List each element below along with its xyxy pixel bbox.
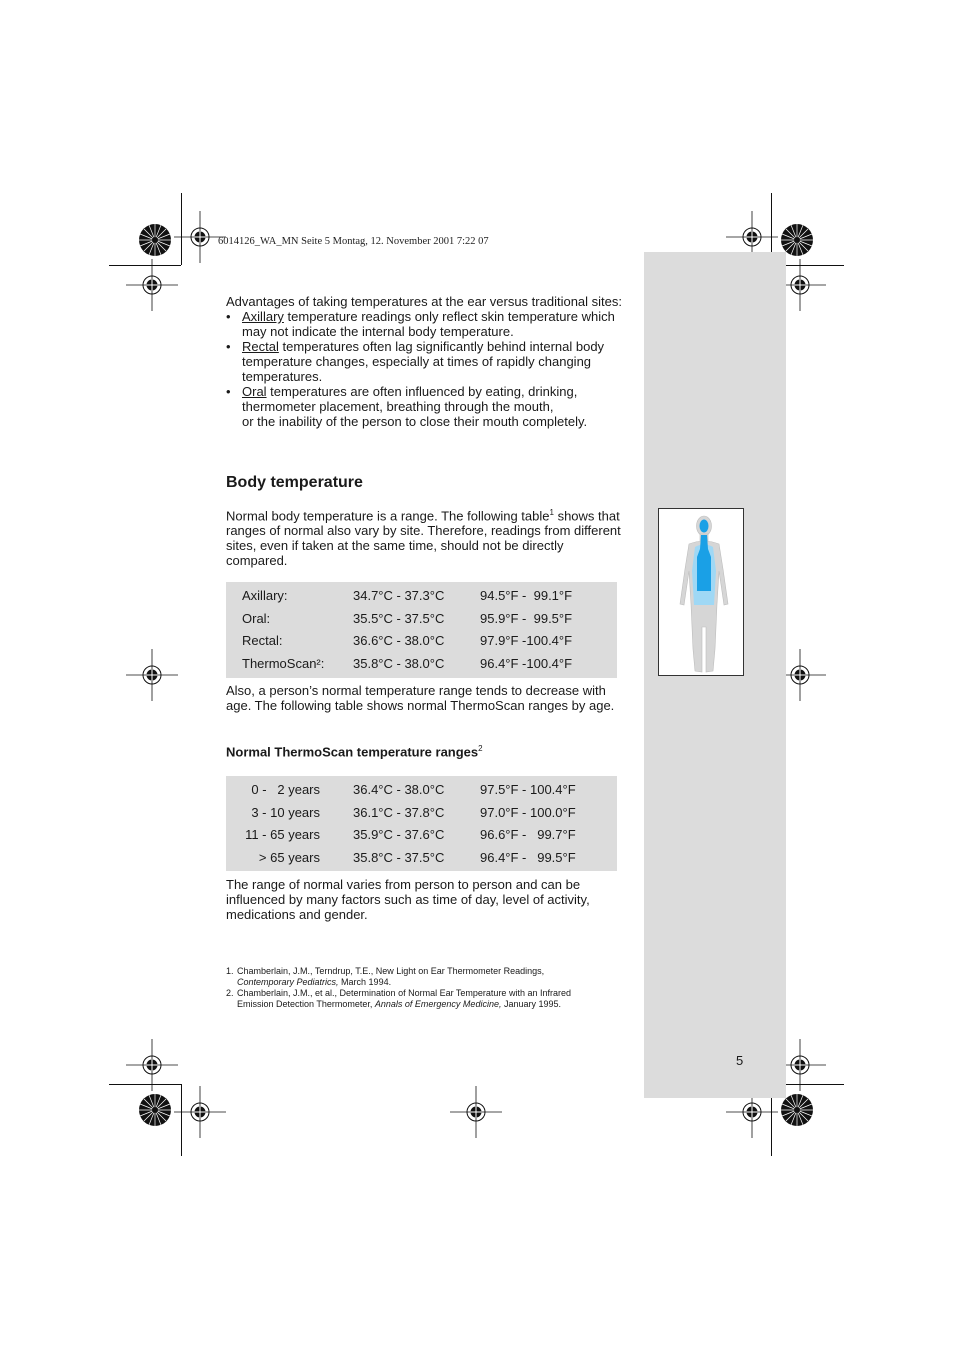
fahrenheit-cell: 94.5°F - 99.1°F [480, 588, 573, 603]
fahrenheit-cell: 97.0°F - 100.0°F [480, 804, 576, 820]
age-cell: > 65 years [258, 849, 320, 865]
site-cell: Axillary: [242, 588, 288, 603]
intro-paragraph [226, 505, 626, 568]
footnote-date: January 1995. [501, 999, 561, 1009]
term-oral: Oral [242, 384, 267, 399]
footnote-text: Chamberlain, J.M., et al., Determination of Normal Ear Temperature with an Infrared [237, 988, 571, 998]
bullet-oral [226, 384, 626, 429]
term-rectal: Rectal [242, 339, 279, 354]
bullet-text: temperature readings only reflect skin temperature which may not indicate the internal body temperature. [242, 309, 615, 339]
age-cell: 0 - 2 years [251, 782, 320, 797]
fahrenheit-cell: 96.6°F - 99.7°F [480, 827, 576, 842]
table-row [226, 846, 617, 869]
print-slug: 6014126_WA_MN Seite 5 Montag, 12. November 2001 7:22 07 [218, 236, 489, 247]
fahrenheit-cell: 95.9°F - 99.5°F [480, 610, 573, 626]
subheading-text: Normal ThermoScan temperature ranges [226, 744, 479, 760]
age-table-heading [226, 744, 483, 759]
footnote-2 [226, 988, 626, 1010]
table-row [226, 629, 617, 652]
fahrenheit-cell: 96.4°F - 99.5°F [480, 849, 576, 865]
closing-paragraph: The range of normal varies from person to person and can be influenced by many factors such as time of day, level of activity, medications and gender. [226, 877, 590, 922]
celsius-cell: 36.4°C - 38.0°C [353, 782, 445, 797]
footnote-ref: 2 [478, 744, 483, 753]
human-body-illustration [659, 509, 743, 675]
fahrenheit-cell: 96.4°F -100.4°F [480, 655, 573, 671]
footnote-1 [226, 966, 626, 988]
fahrenheit-cell: 97.5°F - 100.4°F [480, 782, 576, 797]
site-cell: ThermoScan²: [242, 655, 325, 671]
celsius-cell: 34.7°C - 37.3°C [353, 588, 445, 603]
table-row [226, 778, 617, 801]
bullet-text: temperatures are often influenced by eating, drinking, thermometer placement, breathing through the mouth, [242, 384, 578, 414]
body-head-core [700, 520, 709, 533]
footnote-number: 2. [226, 988, 234, 998]
term-axillary: Axillary [242, 309, 284, 324]
age-cell: 11 - 65 years [245, 827, 320, 842]
table-row [226, 584, 617, 607]
body-temperature-figure [658, 508, 744, 676]
footnote-journal: Annals of Emergency Medicine, [374, 999, 502, 1009]
celsius-cell: 35.9°C - 37.6°C [353, 827, 445, 842]
table-row [226, 652, 617, 675]
bullet-text: temperatures often lag significantly behind internal body temperature changes, especially at times of rapidly changing temperatures. [242, 339, 605, 384]
bullet-axillary [226, 309, 626, 339]
age-cell: 3 - 10 years [251, 804, 320, 820]
celsius-cell: 35.5°C - 37.5°C [353, 610, 445, 626]
page-number: 5 [736, 1053, 744, 1068]
table-row [226, 801, 617, 824]
age-paragraph: Also, a person’s normal temperature range tends to decrease with age. The following table shows normal ThermoScan ranges by age. [226, 683, 615, 713]
footnote-text: Chamberlain, J.M., Terndrup, T.E., New Light on Ear Thermometer Readings, [237, 966, 545, 976]
advantages-list [226, 309, 626, 429]
bullet-text-cont: or the inability of the person to close their mouth completely. [242, 414, 588, 429]
age-temperature-table [226, 776, 617, 871]
celsius-cell: 36.6°C - 38.0°C [353, 633, 445, 648]
table-row [226, 823, 617, 846]
footnote-ref: 1 [549, 508, 554, 517]
site-cell: Rectal: [242, 633, 283, 648]
celsius-cell: 35.8°C - 37.5°C [353, 849, 445, 865]
para-text: Normal body temperature is a range. The following table [226, 508, 550, 524]
celsius-cell: 36.1°C - 37.8°C [353, 804, 445, 820]
section-heading: Body temperature [226, 474, 363, 491]
table-row [226, 607, 617, 630]
footnotes [226, 966, 626, 1010]
footnote-number: 1. [226, 966, 234, 976]
advantages-lead: Advantages of taking temperatures at the ear versus traditional sites: [226, 294, 622, 309]
footnote-text-cont: Emission Detection Thermometer, [237, 999, 375, 1009]
fahrenheit-cell: 97.9°F -100.4°F [480, 633, 573, 648]
celsius-cell: 35.8°C - 38.0°C [353, 655, 445, 671]
para-text: shows that ranges of normal also vary by site. Therefore, readings from different sites, even if taken at the same time, should not be directly compared. [226, 508, 621, 569]
footnote-date: March 1994. [338, 977, 392, 987]
footnote-journal: Contemporary Pediatrics, [237, 977, 339, 987]
site-cell: Oral: [242, 610, 271, 626]
advantages-section [226, 294, 626, 429]
bullet-rectal [226, 339, 626, 384]
site-temperature-table [226, 582, 617, 678]
